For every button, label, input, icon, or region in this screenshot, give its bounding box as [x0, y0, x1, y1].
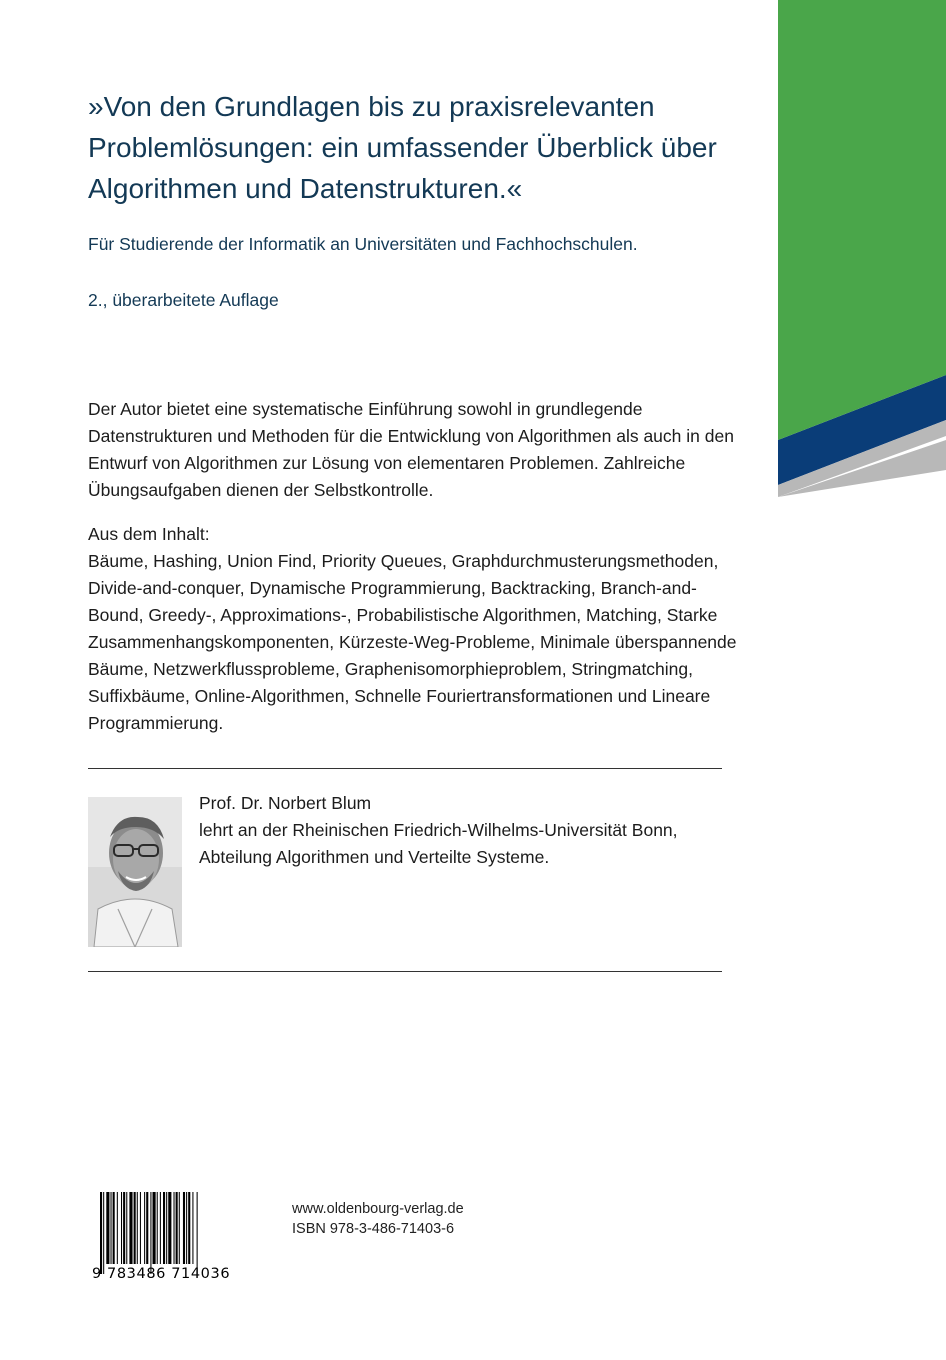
barcode-bar	[192, 1192, 193, 1264]
barcode-bar	[163, 1192, 165, 1264]
barcode-bar	[174, 1192, 175, 1264]
author-affiliation: lehrt an der Rheinischen Friedrich-Wilhelms-Universität Bonn,	[199, 820, 678, 840]
barcode-bar	[188, 1192, 190, 1264]
barcode-bar	[183, 1192, 185, 1264]
publisher-website: www.oldenbourg-verlag.de	[292, 1201, 464, 1217]
barcode-bar	[137, 1192, 138, 1264]
barcode-bar	[106, 1192, 109, 1264]
contents-list: Bäume, Hashing, Union Find, Priority Queues, Graphdurchmusterungsmethoden, Divide-and-conquer, Dynamische Programmierung, Backtracking, Branch-and-Bound, Greedy-, Approximations-, Probabilistische Algorithmen, Matching, Starke Zusammenhangskomponenten, Kürzeste-Weg-Probleme, Minimale überspannende Bäume, Netzwerkflussprobleme, Graphenisomorphieproblem, Stringmatching, Suffixbäume, Online-Algorithmen, Schnelle Fouriertransformationen und Lineare Programmierung.	[88, 551, 737, 733]
barcode-bar	[150, 1192, 151, 1274]
barcode-bar	[111, 1192, 112, 1264]
edition-label: 2., überarbeitete Auflage	[88, 290, 279, 310]
publisher-info	[292, 1199, 592, 1239]
barcode-bar	[186, 1192, 187, 1264]
barcode-bar	[121, 1192, 122, 1264]
barcode-bar	[160, 1192, 161, 1264]
barcode-bar	[123, 1192, 125, 1264]
author-bio	[199, 790, 739, 871]
barcode-bar	[176, 1192, 178, 1264]
book-description: Der Autor bietet eine systematische Einführung sowohl in grundlegende Datenstrukturen und Methoden für die Entwicklung von Algorithmen als auch in den Entwurf von Algorithmen zur Lösung von elementaren Problemen. Zahlreiche Übungsaufgaben dienen der Selbstkontrolle.	[88, 399, 734, 500]
barcode-bar	[197, 1192, 198, 1274]
author-department: Abteilung Algorithmen und Verteilte Systeme.	[199, 847, 550, 867]
barcode-bar	[103, 1192, 104, 1274]
barcode-bar	[168, 1192, 171, 1264]
barcode-digits: 9 783486 714036	[92, 1266, 231, 1282]
barcode-bar	[153, 1192, 156, 1264]
green-band	[778, 0, 946, 440]
divider-top	[88, 768, 722, 769]
barcode-bar	[126, 1192, 127, 1264]
cover-subtitle: Für Studierende der Informatik an Universitäten und Fachhochschulen.	[88, 234, 638, 254]
cover-quote: »Von den Grundlagen bis zu praxisrelevanten Problemlösungen: ein umfassender Überblick über Algorithmen und Datenstrukturen.«	[88, 91, 717, 204]
barcode-bar	[113, 1192, 115, 1264]
divider-bottom	[88, 971, 722, 972]
barcode-bar	[166, 1192, 167, 1264]
barcode-bar	[100, 1192, 102, 1274]
author-portrait-icon	[88, 797, 182, 947]
isbn-label: ISBN 978-3-486-71403-6	[292, 1221, 455, 1237]
barcode-bar	[179, 1192, 180, 1264]
barcode-bar	[117, 1192, 118, 1264]
barcode-bar	[140, 1192, 141, 1264]
barcode-bar	[134, 1192, 136, 1264]
author-name: Prof. Dr. Norbert Blum	[199, 793, 372, 813]
barcode-bar	[157, 1192, 158, 1264]
barcode-bar	[129, 1192, 132, 1264]
barcode-bar	[146, 1192, 148, 1264]
contents-heading: Aus dem Inhalt:	[88, 524, 210, 544]
barcode-bar	[144, 1192, 145, 1264]
